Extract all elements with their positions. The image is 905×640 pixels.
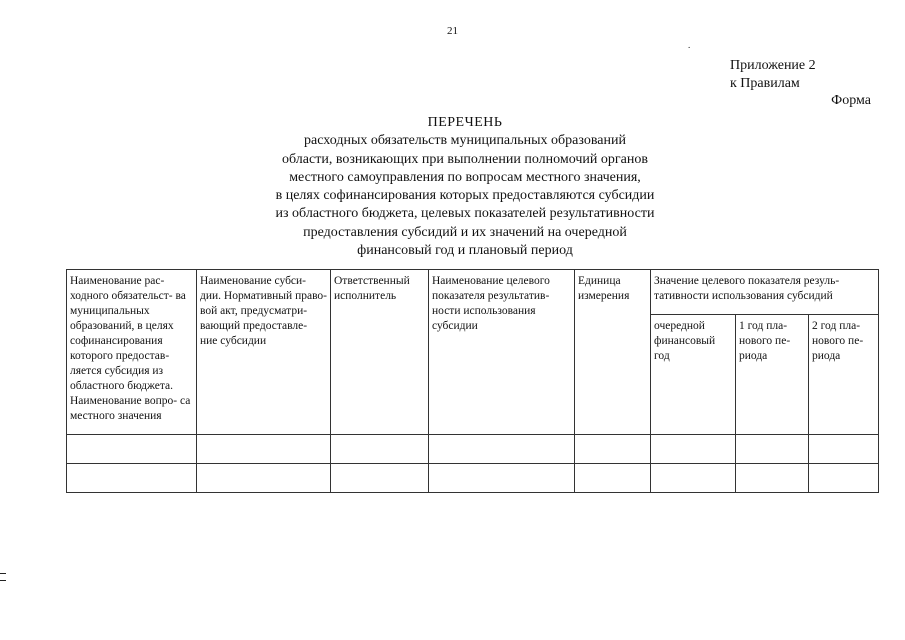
- document-title-block: [230, 114, 700, 260]
- table-cell[interactable]: [809, 435, 879, 464]
- table-cell[interactable]: [575, 464, 651, 493]
- table-cell[interactable]: [67, 464, 197, 493]
- subheader-plan-year-1: 1 год пла- нового пе- риода: [736, 315, 809, 435]
- col-header-executor: Ответственный исполнитель: [331, 270, 429, 435]
- table-cell[interactable]: [197, 435, 331, 464]
- subtitle-line: финансовый год и плановый период: [357, 243, 573, 259]
- table-row: [67, 435, 879, 464]
- subtitle-line: из областного бюджета, целевых показателей результативности: [275, 206, 655, 222]
- scan-margin-mark: [0, 580, 6, 581]
- obligations-table: [66, 269, 879, 493]
- table-cell[interactable]: [197, 464, 331, 493]
- form-label: Форма: [831, 93, 871, 108]
- table-cell[interactable]: [67, 435, 197, 464]
- table-cell[interactable]: [736, 464, 809, 493]
- col-header-indicator: Наименование целевого показателя результатив- ности использования субсидии: [429, 270, 575, 435]
- col-header-subsidy: Наименование субси- дии. Нормативный право- вой акт, предусматри- вающий предоставле- ние субсидии: [197, 270, 331, 435]
- table-cell[interactable]: [809, 464, 879, 493]
- table-row: [67, 464, 879, 493]
- col-header-obligation: Наименование рас- ходного обязательст- ва муниципальных образований, в целях софинансирования которого предостав- ляется субсидия из областного бюджета. Наименование вопро- са местного значения: [67, 270, 197, 435]
- header-row-1: [67, 270, 879, 315]
- col-header-indicator-values: Значение целевого показателя резуль- тативности использования субсидий: [651, 270, 879, 315]
- col-header-unit: Единица измерения: [575, 270, 651, 435]
- subtitle-line: в целях софинансирования которых предоставляются субсидии: [275, 188, 655, 204]
- table-cell[interactable]: [429, 435, 575, 464]
- table-cell[interactable]: [429, 464, 575, 493]
- scan-artifact-dot: .: [688, 40, 691, 50]
- subheader-current-year: очередной финансовый год: [651, 315, 736, 435]
- document-title: ПЕРЕЧЕНЬ: [427, 115, 503, 130]
- subtitle-line: предоставления субсидий и их значений на очередной: [303, 224, 627, 240]
- subtitle-line: расходных обязательств муниципальных образований: [304, 133, 626, 149]
- table-cell[interactable]: [575, 435, 651, 464]
- table-cell[interactable]: [331, 435, 429, 464]
- scan-margin-mark: [0, 573, 6, 574]
- page-number: 21: [447, 25, 458, 37]
- annex-reference: [730, 57, 816, 93]
- table-cell[interactable]: [651, 435, 736, 464]
- table-cell[interactable]: [736, 435, 809, 464]
- subtitle-line: местного самоуправления по вопросам местного значения,: [289, 169, 641, 185]
- subheader-plan-year-2: 2 год пла- нового пе- риода: [809, 315, 879, 435]
- table-cell[interactable]: [651, 464, 736, 493]
- subtitle-line: области, возникающих при выполнении полномочий органов: [282, 151, 648, 167]
- table-cell[interactable]: [331, 464, 429, 493]
- annex-line-2: к Правилам: [730, 76, 800, 91]
- annex-line-1: Приложение 2: [730, 58, 816, 73]
